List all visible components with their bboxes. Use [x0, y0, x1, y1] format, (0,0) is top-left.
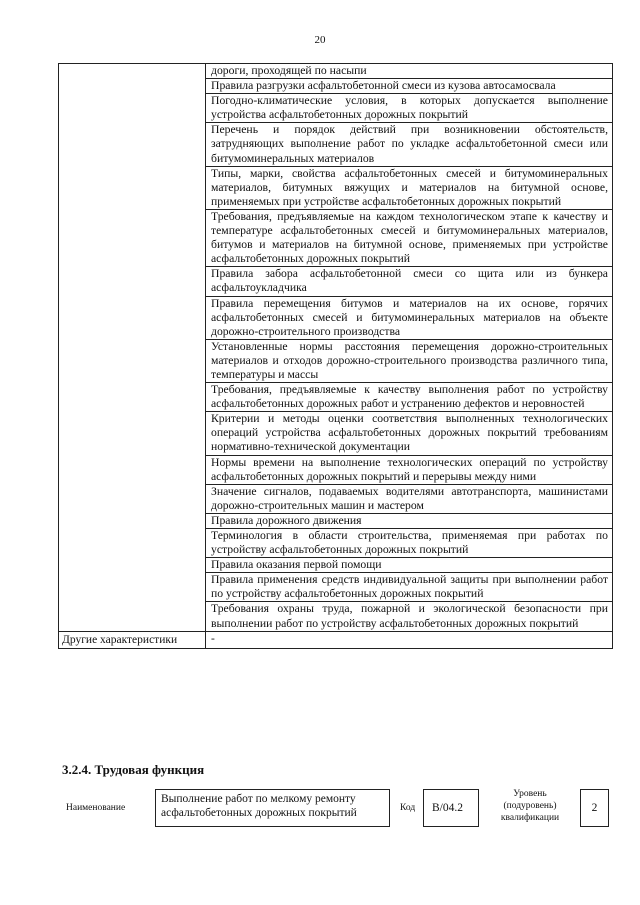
knowledge-list-cell [206, 64, 613, 632]
page-number: 20 [314, 34, 326, 46]
knowledge-item: Перечень и порядок действий при возникновении обстоятельств, затрудняющих выполнение работ по укладке асфальтобетонной смеси или битумоминеральных материалов [206, 123, 612, 166]
function-name-box: Выполнение работ по мелкому ремонту асфальтобетонных дорожных покрытий [155, 789, 390, 827]
knowledge-table [58, 63, 613, 649]
knowledge-item: Правила перемещения битумов и материалов на их основе, горячих асфальтобетонных смесей и битумоминеральных материалов на объекте дорожно-строительного производства [206, 297, 612, 340]
knowledge-item: Погодно-климатические условия, в которых допускается выполнение устройства асфальтобетонных дорожных покрытий [206, 94, 612, 123]
knowledge-item: Нормы времени на выполнение технологических операций по устройству асфальтобетонных дорожных покрытий и перерывы между ними [206, 456, 612, 485]
section-title: 3.2.4. Трудовая функция [62, 762, 205, 777]
knowledge-item: дороги, проходящей по насыпи [206, 64, 612, 79]
level-box: 2 [580, 789, 609, 827]
knowledge-item: Требования охраны труда, пожарной и экологической безопасности при выполнении работ по устройству асфальтобетонных дорожных покрытий [211, 602, 608, 630]
level-label: Уровень (подуровень) квалификации [500, 789, 560, 823]
other-characteristics-row [59, 631, 613, 648]
knowledge-item: Установленные нормы расстояния перемещения дорожно-строительных материалов и отходов дорожно-строительного производства различного типа, температуры и массы [206, 340, 612, 383]
other-characteristics-label: Другие характеристики [59, 631, 206, 648]
knowledge-item: Правила применения средств индивидуальной защиты при выполнении работ по устройству асфальтобетонных дорожных покрытий [206, 573, 612, 602]
knowledge-item: Правила разгрузки асфальтобетонной смеси из кузова автосамосвала [206, 79, 612, 94]
code-box: B/04.2 [423, 789, 479, 827]
other-characteristics-value: - [206, 631, 613, 648]
knowledge-label-cell [59, 64, 206, 632]
knowledge-item: Типы, марки, свойства асфальтобетонных смесей и битумоминеральных материалов, битумных вяжущих и материалов на битумной основе, применяемых при устройстве асфальтобетонных дорожных покрытий [206, 167, 612, 210]
knowledge-item: Терминология в области строительства, применяемая при работах по устройству асфальтобетонных дорожных покрытий [206, 529, 612, 558]
knowledge-item: Правила дорожного движения [206, 514, 612, 529]
knowledge-item: Требования, предъявляемые к качеству выполнения работ по устройству асфальтобетонных дорожных работ и устранению дефектов и неровностей [206, 383, 612, 412]
knowledge-item: Требования, предъявляемые на каждом технологическом этапе к качеству и температуре асфальтобетонных смесей и битумоминеральных материалов, битумов и материалов на битумной основе, применяемых при устройстве асфальтобетонных дорожных покрытий [206, 210, 612, 267]
knowledge-item: Правила забора асфальтобетонной смеси со щита или из бункера асфальтоукладчика [206, 267, 612, 296]
knowledge-item: Критерии и методы оценки соответствия выполненных технологических операций устройства асфальтобетонных дорожных покрытий требованиям нормативно-технической документации [206, 412, 612, 455]
knowledge-item: Значение сигналов, подаваемых водителями автотранспорта, машинистами дорожно-строительных машин и мастером [206, 485, 612, 514]
code-label: Код [400, 803, 416, 813]
knowledge-item: Правила оказания первой помощи [206, 558, 612, 573]
knowledge-row [59, 64, 613, 632]
name-label: Наименование [66, 803, 126, 813]
